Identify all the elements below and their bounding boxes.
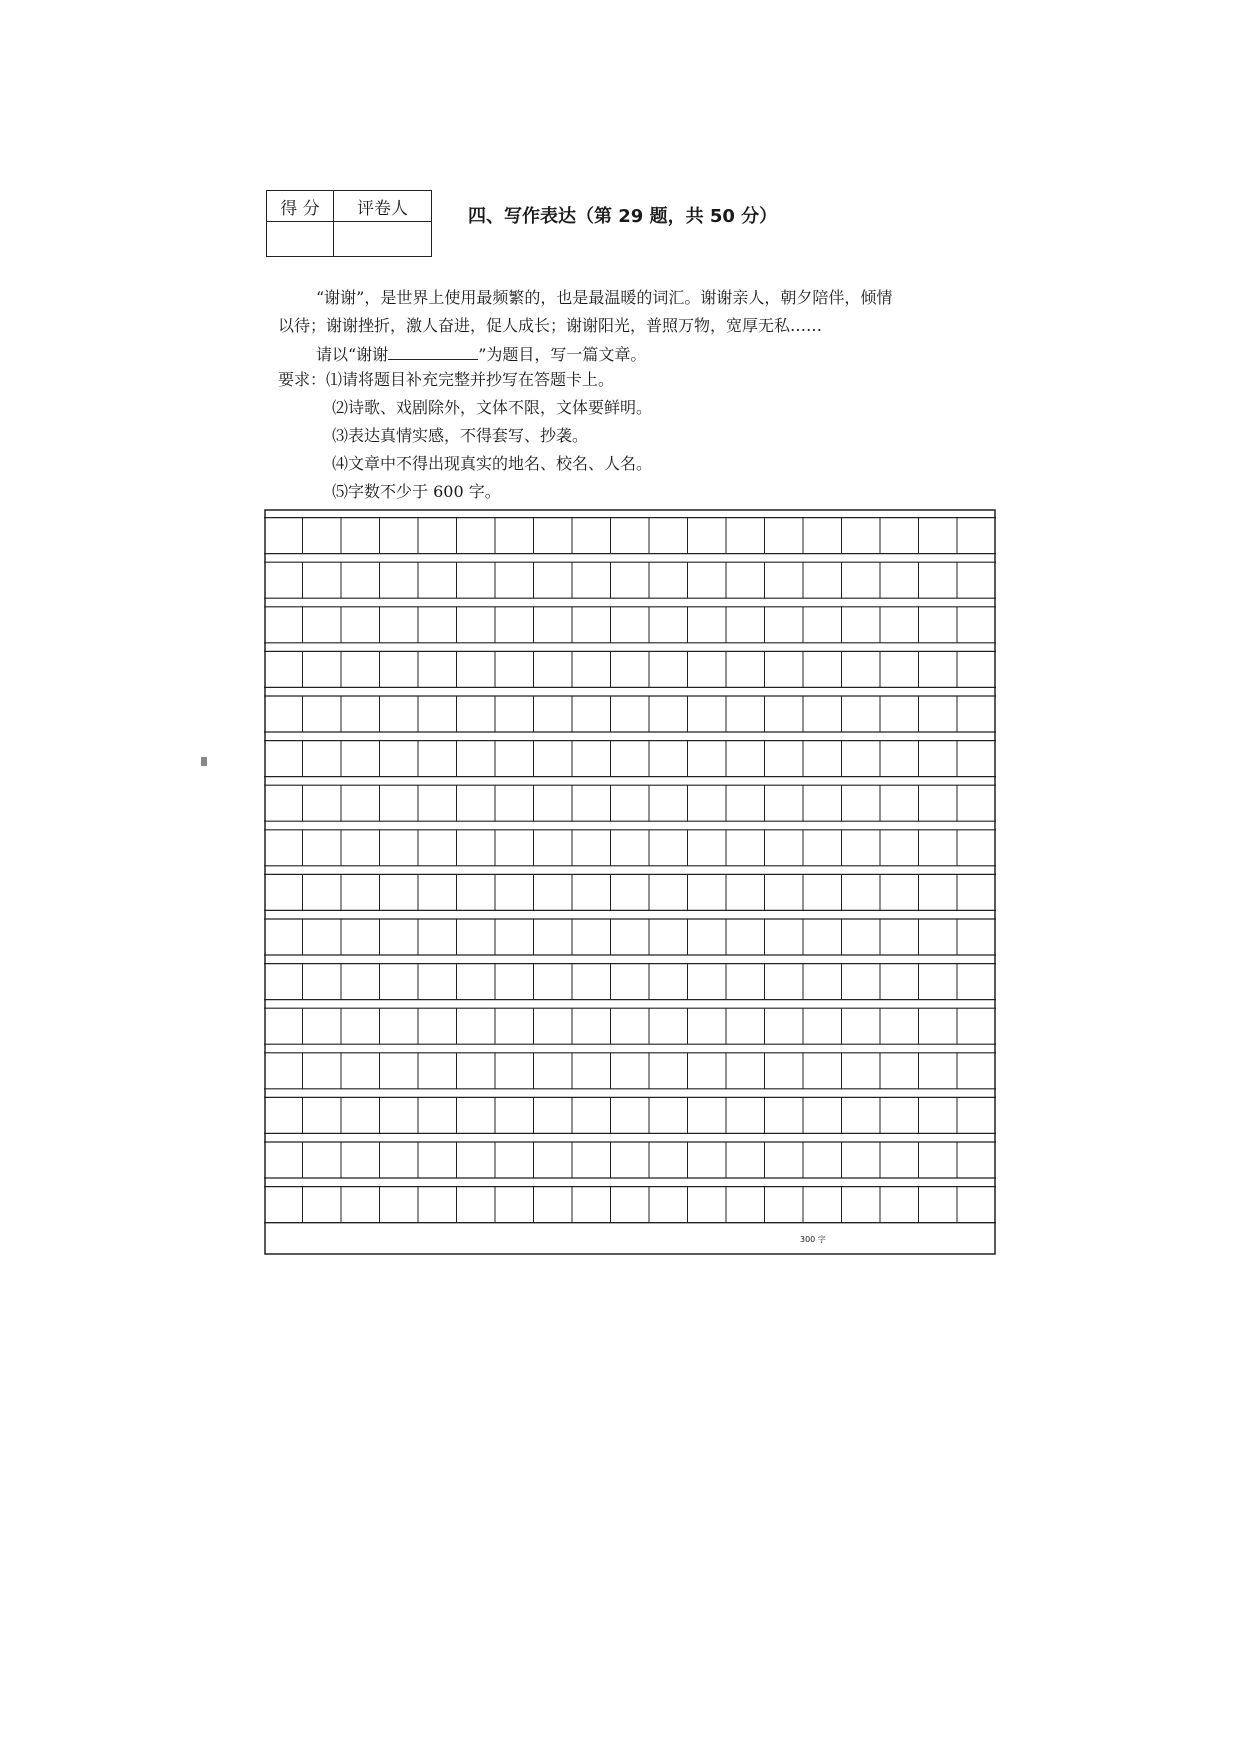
requirement-item: ⑴请将题目补充完整并抄写在答题卡上。: [326, 370, 615, 389]
prompt-line-2: 以待；谢谢挫折，激人奋进，促人成长；谢谢阳光，普照万物，宽厚无私……: [278, 316, 823, 335]
score-box: [266, 190, 432, 257]
title-blank[interactable]: [388, 343, 478, 360]
score-label: 得 分: [267, 191, 334, 222]
task-suffix: ”为题目，写一篇文章。: [478, 345, 647, 364]
writing-grid-svg: [264, 509, 996, 1255]
task-prefix: 请以“谢谢: [316, 345, 389, 364]
requirement-item: ⑸字数不少于 600 字。: [332, 482, 501, 501]
word-count-mark: 300 字: [800, 1235, 826, 1244]
prompt-line-1: “谢谢”，是世界上使用最频繁的，也是最温暖的词汇。谢谢亲人，朝夕陪伴，倾情: [316, 288, 893, 307]
grader-label: 评卷人: [334, 191, 432, 222]
requirement-item: ⑵诗歌、戏剧除外，文体不限，文体要鲜明。: [332, 398, 653, 417]
grader-cell[interactable]: [334, 222, 432, 257]
requirement-item: ⑶表达真情实感，不得套写、抄袭。: [332, 426, 589, 445]
score-cell[interactable]: [267, 222, 334, 257]
requirements-line-1: [278, 370, 614, 390]
task-line: [316, 343, 646, 365]
requirements-label: 要求：: [278, 370, 327, 389]
requirement-item: ⑷文章中不得出现真实的地名、校名、人名。: [332, 454, 653, 473]
section-title: 四、写作表达（第 29 题，共 50 分）: [468, 206, 778, 227]
margin-mark: [201, 757, 207, 766]
writing-grid[interactable]: [264, 509, 996, 1255]
